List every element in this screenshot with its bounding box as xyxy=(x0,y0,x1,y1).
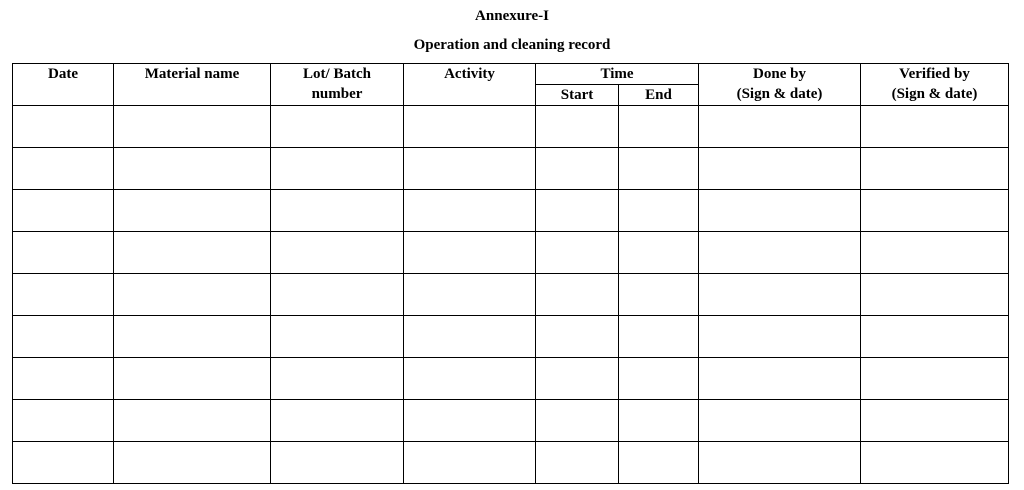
cell-date[interactable] xyxy=(13,190,114,232)
cell-time-end[interactable] xyxy=(619,316,699,358)
cell-activity[interactable] xyxy=(404,316,536,358)
cell-lot-batch[interactable] xyxy=(271,190,404,232)
header-activity-label: Activity xyxy=(444,66,495,82)
cell-material-name[interactable] xyxy=(114,358,271,400)
header-time-label: Time xyxy=(600,66,634,82)
header-date xyxy=(13,64,114,106)
table-row xyxy=(13,442,1009,484)
cell-time-start[interactable] xyxy=(536,190,619,232)
cell-done-by[interactable] xyxy=(699,316,861,358)
cell-time-start[interactable] xyxy=(536,274,619,316)
cell-material-name[interactable] xyxy=(114,274,271,316)
cell-date[interactable] xyxy=(13,274,114,316)
table-row xyxy=(13,190,1009,232)
cell-lot-batch[interactable] xyxy=(271,400,404,442)
cell-material-name[interactable] xyxy=(114,148,271,190)
cell-lot-batch[interactable] xyxy=(271,316,404,358)
cell-verified-by[interactable] xyxy=(861,148,1009,190)
cell-material-name[interactable] xyxy=(114,400,271,442)
cell-verified-by[interactable] xyxy=(861,316,1009,358)
cell-time-end[interactable] xyxy=(619,148,699,190)
cell-time-end[interactable] xyxy=(619,358,699,400)
cell-time-end[interactable] xyxy=(619,442,699,484)
cell-activity[interactable] xyxy=(404,232,536,274)
table-row xyxy=(13,358,1009,400)
table-row xyxy=(13,106,1009,148)
cell-date[interactable] xyxy=(13,148,114,190)
header-material-name-label: Material name xyxy=(144,66,240,82)
header-time-start-label: Start xyxy=(560,87,594,103)
cell-activity[interactable] xyxy=(404,190,536,232)
record-table xyxy=(12,63,1009,484)
cell-date[interactable] xyxy=(13,316,114,358)
cell-done-by[interactable] xyxy=(699,232,861,274)
cell-date[interactable] xyxy=(13,106,114,148)
header-material-name xyxy=(114,64,271,106)
cell-done-by[interactable] xyxy=(699,148,861,190)
cell-time-start[interactable] xyxy=(536,358,619,400)
table-row xyxy=(13,148,1009,190)
cell-verified-by[interactable] xyxy=(861,232,1009,274)
header-verified-by-line1: Verified by xyxy=(899,66,970,82)
record-title: Operation and cleaning record xyxy=(413,37,611,53)
table-row xyxy=(13,316,1009,358)
cell-time-end[interactable] xyxy=(619,274,699,316)
cell-activity[interactable] xyxy=(404,148,536,190)
header-verified-by xyxy=(861,64,1009,106)
cell-activity[interactable] xyxy=(404,106,536,148)
cell-done-by[interactable] xyxy=(699,190,861,232)
header-row-1 xyxy=(13,64,1009,85)
header-date-label: Date xyxy=(48,66,78,82)
header-done-by-line1: Done by xyxy=(753,66,806,82)
cell-time-end[interactable] xyxy=(619,400,699,442)
header-time-end-label: End xyxy=(645,87,672,103)
header-done-by-line2: (Sign & date) xyxy=(736,86,823,102)
cell-lot-batch[interactable] xyxy=(271,106,404,148)
cell-activity[interactable] xyxy=(404,442,536,484)
cell-done-by[interactable] xyxy=(699,442,861,484)
header-activity xyxy=(404,64,536,106)
cell-verified-by[interactable] xyxy=(861,442,1009,484)
cell-date[interactable] xyxy=(13,358,114,400)
table-row xyxy=(13,274,1009,316)
cell-time-end[interactable] xyxy=(619,190,699,232)
cell-lot-batch[interactable] xyxy=(271,274,404,316)
annex-title: Annexure-I xyxy=(475,8,549,24)
cell-time-end[interactable] xyxy=(619,232,699,274)
header-lot-batch xyxy=(271,64,404,106)
cell-lot-batch[interactable] xyxy=(271,442,404,484)
cell-material-name[interactable] xyxy=(114,232,271,274)
cell-material-name[interactable] xyxy=(114,316,271,358)
cell-done-by[interactable] xyxy=(699,400,861,442)
cell-date[interactable] xyxy=(13,400,114,442)
table-row xyxy=(13,232,1009,274)
cell-time-start[interactable] xyxy=(536,442,619,484)
header-time-end xyxy=(619,85,699,106)
cell-verified-by[interactable] xyxy=(861,358,1009,400)
cell-activity[interactable] xyxy=(404,400,536,442)
header-lot-batch-line1: Lot/ Batch xyxy=(303,66,371,82)
cell-material-name[interactable] xyxy=(114,190,271,232)
cell-time-start[interactable] xyxy=(536,316,619,358)
cell-lot-batch[interactable] xyxy=(271,358,404,400)
cell-time-start[interactable] xyxy=(536,148,619,190)
cell-activity[interactable] xyxy=(404,358,536,400)
cell-verified-by[interactable] xyxy=(861,106,1009,148)
cell-time-end[interactable] xyxy=(619,106,699,148)
cell-material-name[interactable] xyxy=(114,106,271,148)
cell-time-start[interactable] xyxy=(536,106,619,148)
record-table-body xyxy=(13,106,1009,484)
cell-activity[interactable] xyxy=(404,274,536,316)
header-time xyxy=(536,64,699,85)
table-row xyxy=(13,400,1009,442)
header-lot-batch-line2: number xyxy=(311,86,363,102)
cell-lot-batch[interactable] xyxy=(271,232,404,274)
header-done-by xyxy=(699,64,861,106)
cell-done-by[interactable] xyxy=(699,358,861,400)
cell-date[interactable] xyxy=(13,442,114,484)
cell-done-by[interactable] xyxy=(699,106,861,148)
cell-verified-by[interactable] xyxy=(861,274,1009,316)
header-time-start xyxy=(536,85,619,106)
cell-verified-by[interactable] xyxy=(861,400,1009,442)
cell-lot-batch[interactable] xyxy=(271,148,404,190)
cell-verified-by[interactable] xyxy=(861,190,1009,232)
header-verified-by-line2: (Sign & date) xyxy=(891,86,978,102)
cell-date[interactable] xyxy=(13,232,114,274)
cell-done-by[interactable] xyxy=(699,274,861,316)
cell-time-start[interactable] xyxy=(536,400,619,442)
cell-material-name[interactable] xyxy=(114,442,271,484)
cell-time-start[interactable] xyxy=(536,232,619,274)
